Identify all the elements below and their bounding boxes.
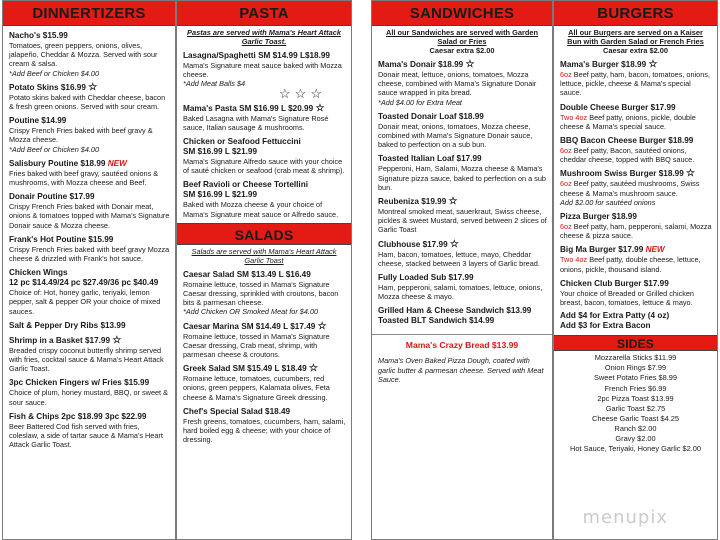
item-name — [560, 245, 712, 255]
item-name — [9, 235, 170, 245]
side-item: Mozzarella Sticks $11.99 — [594, 353, 677, 363]
item-desc — [9, 245, 170, 263]
sandwiches-column — [371, 0, 553, 540]
crazy-bread-title: Mama's Crazy Bread $13.99 — [405, 340, 519, 351]
menu-item — [9, 378, 170, 406]
menu-item — [9, 235, 170, 263]
item-name-text: Fully Loaded Sub $17.99 — [378, 273, 474, 283]
item-name — [560, 136, 712, 146]
item-desc-text: Fresh greens, tomatoes, cucumbers, ham, salami, hard boiled egg & cheese; with your choice of dressing. — [183, 416, 346, 445]
item-desc-text: Beer Battered Cod fish served with fries, coleslaw, a side of tartar sauce & Mama's Heart Attack Garlic Toast. — [9, 421, 163, 450]
item-extra: *Add Beef or Chicken $4.00 — [9, 68, 100, 78]
item-desc — [9, 422, 170, 450]
item-desc — [9, 93, 170, 111]
item-name-text: Caesar Salad SM $13.49 L $16.49 — [183, 269, 311, 279]
star-icon: ☆ — [648, 59, 658, 70]
patty-size: 6oz — [560, 179, 572, 189]
menu-item — [378, 240, 547, 268]
item-name-secondary: Toasted BLT Sandwich $14.99 — [378, 316, 495, 326]
star-icon: ☆ — [88, 81, 98, 93]
item-desc — [9, 346, 170, 374]
pasta-list — [177, 46, 351, 219]
menu-item — [183, 270, 346, 317]
item-name — [378, 240, 547, 250]
item-name-text: Potato Skins $16.99 — [9, 82, 86, 92]
salads-header: SALADS — [177, 223, 351, 245]
item-desc — [183, 200, 346, 218]
item-desc-text: Baked with Mozza cheese & your choice of Mama's Signature meat sauce or Alfredo sauce. — [183, 200, 339, 219]
menu-item — [378, 273, 547, 301]
item-desc-text: Beef patty, ham, bacon, tomatoes, onions, lettuce, pickle, cheese & Mama's special sauce. — [560, 70, 710, 98]
item-desc — [378, 70, 547, 98]
addon-line: Add $4 for Extra Patty (4 oz) — [560, 311, 670, 321]
item-name — [9, 83, 170, 93]
item-desc-text: Romaine lettuce, tomatoes, cucumbers, red onions, green peppers, Kalamata olives, Feta cheese & Mama's Signature Greek dressing. — [183, 374, 330, 402]
item-desc — [183, 417, 346, 445]
item-desc-text: Crispy French Fries baked with beef gravy & Mozza cheese. — [9, 126, 153, 145]
burger-addons — [554, 307, 717, 331]
side-item: Onion Rings $7.99 — [604, 363, 667, 373]
addon-line: Add $3 for Extra Bacon — [560, 321, 651, 331]
item-name-text: Caesar Marina SM $14.49 L $17.49 — [183, 321, 316, 331]
menu-item — [183, 322, 346, 360]
menu-item — [378, 154, 547, 192]
menu-item — [9, 412, 170, 450]
burgers-column — [553, 0, 718, 540]
item-desc-text: Donair meat, onions, tomatoes, Mozza cheese, combined with Mama's Signature Donair sauce, baked to perfection on a sub bun. — [378, 121, 533, 150]
menu-item — [560, 103, 712, 131]
menu-item — [378, 112, 547, 150]
item-desc-text: Romaine lettuce, tossed in Mama's Signature Caesar dressing, Crab meat, shrimp, with parmesan cheese & croutons. — [183, 331, 330, 360]
item-desc — [183, 61, 346, 79]
item-name — [9, 116, 170, 126]
side-item: Cheese Garlic Toast $4.25 — [592, 413, 679, 423]
side-item: Garlic Toast $2.75 — [605, 403, 666, 413]
item-name-text: Lasagna/Spaghetti SM $14.99 L$18.99 — [183, 51, 330, 60]
item-desc — [560, 113, 712, 131]
dinnertizers-column — [2, 0, 176, 540]
item-name-text: Beef Ravioli or Cheese Tortellini — [183, 180, 308, 190]
menu-item — [378, 306, 547, 326]
item-name-text: Toasted Donair Loaf $18.99 — [378, 111, 484, 121]
item-name — [183, 322, 346, 332]
item-extra: *Add Beef or Chicken $4.00 — [9, 144, 100, 154]
item-desc-text: Mama's Signature Alfredo sauce with your choice of sauté chicken or seafood (crab meat & shrimp). — [183, 157, 345, 176]
patty-size: Two 4oz — [560, 112, 588, 122]
item-desc-text: Mama's Signature meat sauce baked with Mozza cheese. — [183, 61, 342, 80]
burgers-header: BURGERS — [554, 1, 717, 26]
menu-item — [9, 116, 170, 154]
item-name-text: Chef's Special Salad $18.49 — [183, 406, 291, 416]
pasta-header: PASTA — [177, 1, 351, 26]
sandwiches-note: All our Sandwiches are served with Garden Salad or Fries — [386, 28, 538, 46]
item-name — [183, 51, 346, 61]
sides-header: SIDES — [554, 335, 717, 351]
item-name-text: Salt & Pepper Dry Ribs $13.99 — [9, 320, 126, 330]
burgers-list — [554, 55, 717, 307]
item-desc — [378, 283, 547, 301]
dinnertizers-list — [3, 26, 175, 449]
burgers-note: All our Burgers are served on a Kaiser Bun with Garden Salad or French Fries — [567, 28, 704, 46]
menu-item — [560, 169, 712, 207]
menu-item — [183, 180, 346, 218]
side-item: Hot Sauce, Teriyaki, Honey Garlic $2.00 — [570, 444, 701, 454]
item-name — [9, 378, 170, 388]
crazy-bread-desc: Mama's Oven Baked Pizza Dough, coated with garlic butter & parmesan cheese. Served with Meat Sauce. — [378, 356, 544, 384]
item-name-text: Grilled Ham & Cheese Sandwich $13.99 — [378, 306, 532, 316]
menu-item — [560, 245, 712, 273]
item-desc-text: Potato skins baked with Cheddar cheese, bacon & fresh green onions. Served with sour cream. — [9, 92, 166, 112]
item-desc — [378, 207, 547, 235]
star-icon: ☆ — [315, 102, 325, 114]
item-desc-text: Beef patty, onions, pickle, double cheese & Mama's special sauce. — [560, 112, 696, 131]
item-name-text: Mushroom Swiss Burger $18.99 — [560, 169, 684, 179]
item-desc — [9, 288, 170, 316]
menu-item — [183, 364, 346, 402]
item-name — [9, 192, 170, 202]
item-desc — [183, 332, 346, 360]
side-item: Ranch $2.00 — [614, 423, 657, 433]
item-desc — [560, 70, 712, 98]
item-desc-text: Crispy French Fries baked with beef gravy Mozza cheese & drizzled with Frank's hot sauce. — [9, 244, 170, 264]
item-desc-text: Donair meat, lettuce, onions, tomatoes, Mozza cheese, combined with Mama's Signature Donair sauce wrapped in pita bread. — [378, 70, 537, 98]
burgers-note-caesar: Caesar extra $2.00 — [603, 46, 668, 55]
item-name-text: Shrimp in a Basket $17.99 — [9, 335, 111, 345]
item-name-text: Big Ma Burger $17.99 — [560, 245, 644, 255]
item-name-text: Salisbury Poutine $18.99 — [9, 158, 106, 168]
item-name-text: Chicken Club Burger $17.99 — [560, 278, 669, 288]
item-desc-text: Fries baked with beef gravy, sautéed onions & mushrooms, with Mozza cheese and Beef. — [9, 168, 159, 188]
item-name-text: Reubeniza $19.99 — [378, 197, 447, 207]
item-name-text: Mama's Pasta SM $16.99 L $20.99 — [183, 103, 314, 113]
item-desc — [183, 374, 346, 402]
item-name — [378, 112, 547, 122]
item-name-text: Donair Poutine $17.99 — [9, 192, 95, 202]
item-desc-text: Baked Lasagna with Mama's Signature Rosé sauce, Italian sausage & mushrooms. — [183, 113, 329, 132]
sandwiches-note-caesar: Caesar extra $2.00 — [429, 46, 495, 55]
new-badge: NEW — [107, 158, 127, 168]
menu-item — [183, 104, 346, 132]
item-name-text: Pizza Burger $18.99 — [560, 212, 637, 222]
side-item: French Fries $6.99 — [604, 383, 667, 393]
item-desc — [9, 126, 170, 144]
item-desc — [560, 289, 712, 307]
item-extra: *Add Chicken OR Smoked Meat for $4.00 — [183, 307, 319, 317]
star-icon: ☆ — [449, 238, 459, 250]
star-icon: ☆ — [465, 59, 475, 70]
menu-item — [560, 136, 712, 164]
sandwiches-list — [372, 55, 552, 326]
item-name-secondary: 12 pc $14.49/24 pc $27.49/36 pc $40.49 — [9, 278, 159, 288]
item-desc — [560, 255, 712, 273]
item-name-text: Frank's Hot Poutine $15.99 — [9, 234, 114, 244]
sandwiches-header: SANDWICHES — [372, 1, 552, 26]
item-desc-text: Montreal smoked meat, sauerkraut, Swiss cheese, pickles & sweet Mustard, served between 2 slices of Garlic Toast — [378, 207, 547, 235]
item-desc-text: Tomatoes, green peppers, onions, olives, jalapeño, Cheddar & Mozza. Served with sour cream & salsa. — [9, 41, 158, 69]
item-desc — [183, 157, 346, 175]
menu-item — [183, 407, 346, 445]
menu-item — [560, 212, 712, 240]
item-name — [560, 103, 712, 113]
side-item: 2pc Pizza Toast $13.99 — [597, 393, 674, 403]
item-desc — [9, 202, 170, 230]
item-desc — [183, 114, 346, 132]
item-name — [9, 31, 170, 41]
item-name — [183, 270, 346, 280]
dinnertizers-header: DINNERTIZERS — [3, 1, 175, 26]
patty-size: Two 4oz — [560, 255, 588, 265]
item-name-text: Poutine $14.99 — [9, 116, 67, 126]
item-name-text: Fish & Chips 2pc $18.99 3pc $22.99 — [9, 411, 147, 421]
item-name — [560, 60, 712, 70]
menu-item — [183, 137, 346, 175]
menu-item — [183, 51, 346, 99]
patty-size: 6oz — [560, 222, 572, 232]
item-name-text: Chicken Wings — [9, 268, 68, 278]
item-name-text: Double Cheese Burger $17.99 — [560, 102, 676, 112]
star-icon: ☆ — [686, 168, 696, 180]
item-extra: *Add Meat Balls $4 — [183, 79, 246, 89]
item-desc-text: Breaded crispy coconut butterfly shrimp served with fries, cocktail sauce & Mama's Heart Attack Garlic Toast. — [9, 345, 164, 374]
item-name-text: Nacho's $15.99 — [9, 31, 68, 40]
menu-item — [9, 31, 170, 78]
new-badge: NEW — [645, 245, 665, 255]
item-name — [560, 279, 712, 289]
item-desc-text: Pepperoni, Ham, Salami, Mozza cheese & Mama's Signature pizza sauce, baked to perfection on a sub bun. — [378, 164, 546, 192]
menu-item — [9, 159, 170, 187]
item-desc-text: Beef patty, Bacon, sautéed onions, cheddar cheese, topped with BBQ sauce. — [560, 146, 695, 165]
item-name-secondary: SM $16.99 L $21.99 — [183, 190, 258, 200]
item-name — [183, 137, 346, 147]
side-item: Sweet Potato Fries $8.99 — [594, 373, 677, 383]
menu-item — [378, 60, 547, 107]
menu-item — [9, 321, 170, 331]
sides-list — [554, 351, 717, 454]
item-desc — [9, 41, 170, 69]
item-desc-text: Beef patty, sautéed mushrooms, Swiss cheese & Mama's mushroom sauce. — [560, 179, 700, 198]
star-icon: ☆ — [308, 363, 318, 375]
menu-item — [560, 60, 712, 98]
item-name-text: Chicken or Seafood Fettuccini — [183, 137, 301, 147]
item-name — [378, 306, 547, 316]
patty-size: 6oz — [560, 146, 572, 156]
item-desc-text: Crispy French Fries baked with Donair meat, onions & tomatoes topped with Mama's Signature Donair sauce & Mozza cheese. — [9, 202, 170, 230]
item-name — [183, 407, 346, 417]
item-desc-text: Beef patty, double cheese, lettuce, onions, pickle, thousand island. — [560, 255, 701, 274]
item-name — [183, 104, 346, 114]
item-name-text: Mama's Burger $18.99 — [560, 60, 647, 69]
menu-item — [9, 192, 170, 230]
item-desc — [560, 146, 712, 164]
item-desc — [183, 280, 346, 308]
item-name-text: BBQ Bacon Cheese Burger $18.99 — [560, 136, 694, 146]
item-name — [9, 412, 170, 422]
star-icon: ☆ — [317, 320, 327, 332]
menu-item — [9, 268, 170, 316]
item-name-text: Clubhouse $17.99 — [378, 239, 448, 249]
item-name-secondary: SM $16.99 L $21.99 — [183, 147, 258, 157]
item-desc — [378, 122, 547, 150]
item-name-text: Toasted Italian Loaf $17.99 — [378, 154, 482, 164]
item-name-text: Mama's Donair $18.99 — [378, 60, 464, 69]
item-name — [9, 159, 170, 169]
rating-stars-icon: ☆☆☆ — [279, 85, 326, 101]
item-extra: Add $2.00 for sautéed onions — [560, 197, 656, 207]
item-desc — [378, 250, 547, 268]
star-icon: ☆ — [448, 196, 458, 208]
star-icon: ☆ — [112, 334, 122, 346]
item-name-text: 3pc Chicken Fingers w/ Fries $15.99 — [9, 378, 150, 388]
salads-note: Salads are served with Mama's Heart Attack Garlic Toast — [191, 246, 337, 265]
item-name — [560, 169, 712, 179]
item-desc-text: Choice of plum, honey mustard, BBQ, or sweet & sour sauce. — [9, 388, 168, 407]
item-desc-text: Your choice of Breaded or Grilled chicken breast, bacon, tomatoes, lettuce & mayo. — [560, 288, 694, 308]
item-name — [560, 212, 712, 222]
patty-size: 6oz — [560, 70, 572, 79]
menu-item — [9, 336, 170, 374]
side-item: Gravy $2.00 — [615, 434, 656, 443]
item-desc-text: Romaine lettuce, tossed in Mama's Signature Caesar dressing, sprinkled with croutons, bacon bits & parmesan cheese. — [183, 279, 339, 308]
menu-item — [9, 83, 170, 111]
item-name — [378, 154, 547, 164]
item-name-text: Greek Salad SM $15.49 L $18.49 — [183, 364, 307, 374]
item-desc — [378, 164, 547, 192]
item-desc — [560, 179, 712, 197]
item-desc-text: Ham, pepperoni, salami, tomatoes, lettuce, onions, Mozza cheese & mayo. — [378, 283, 543, 302]
menu-item — [560, 279, 712, 307]
item-desc — [560, 222, 712, 240]
item-desc — [9, 169, 170, 187]
item-name — [9, 336, 170, 346]
watermark-logo: menupix — [582, 507, 668, 528]
pasta-column — [176, 0, 352, 540]
item-name — [9, 321, 170, 331]
item-name — [378, 273, 547, 283]
item-name — [378, 60, 547, 70]
item-desc-text: Ham, bacon, tomatoes, lettuce, mayo, Cheddar cheese, stacked between 3 layers of Garlic bread. — [378, 249, 540, 268]
pasta-note: Pastas are served with Mama's Heart Attack Garlic Toast. — [187, 28, 341, 46]
item-name — [378, 197, 547, 207]
item-name — [183, 180, 346, 190]
menu-item — [378, 197, 547, 235]
item-name — [9, 268, 170, 278]
item-name — [183, 364, 346, 374]
salads-list — [177, 265, 351, 445]
item-desc-text: Choice of: Hot, honey garlic, teriyaki, lemon pepper, salt & pepper OR your choice of mixed sauces. — [9, 288, 161, 316]
item-extra: *Add $4.00 for Extra Meat — [378, 97, 462, 107]
item-desc-text: Beef patty, ham, pepperoni, salami, Mozza cheese & pizza sauce. — [560, 222, 712, 241]
item-desc — [9, 388, 170, 406]
